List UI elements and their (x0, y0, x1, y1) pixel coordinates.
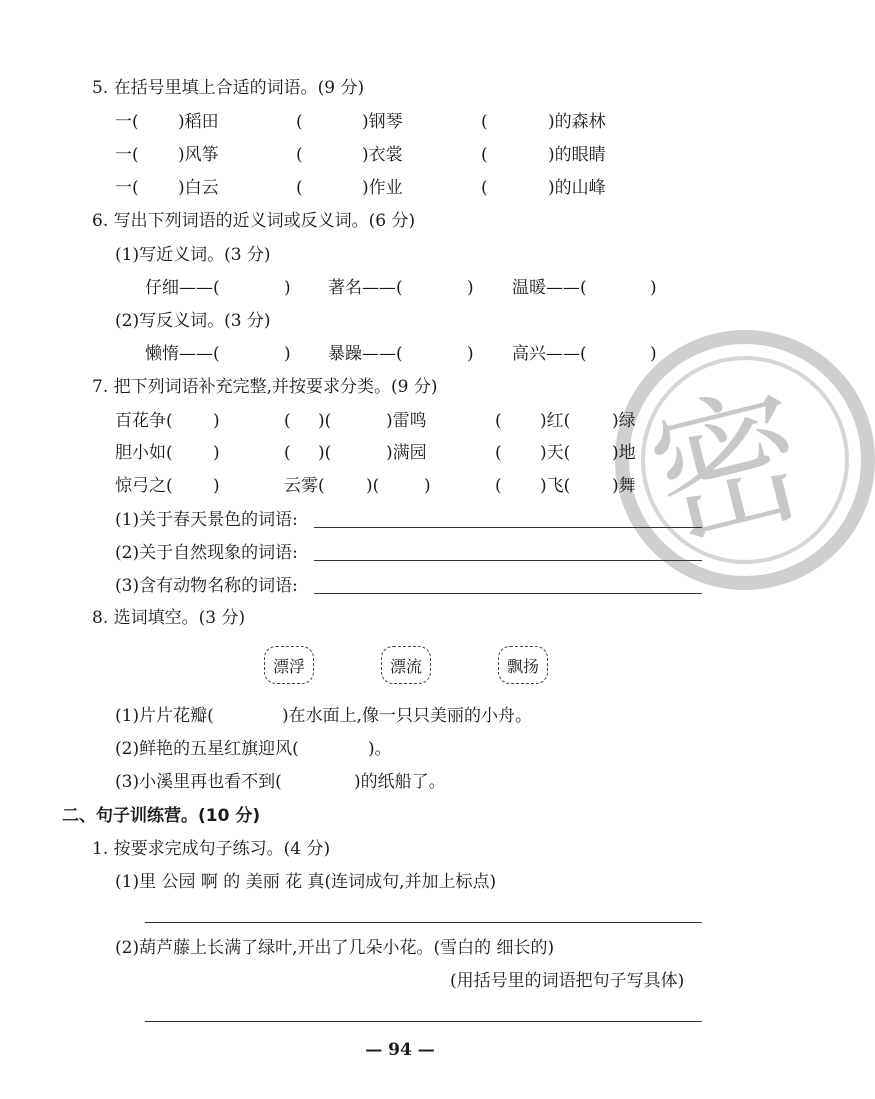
q5-r1-c6: )的森林 (548, 112, 606, 132)
q7-r1-c5: )雷鸣 (386, 411, 427, 431)
s2-q1-title: 1. 按要求完成句子练习。(4 分) (92, 839, 331, 859)
q8-title: 8. 选词填空。(3 分) (92, 608, 246, 628)
q7-r2-c2: ) (213, 443, 220, 463)
q7-category-1-label: (1)关于春天景色的词语: (115, 510, 298, 530)
q7-r3-c8: )舞 (612, 476, 636, 496)
q8-s3-end: )的纸船了。 (354, 772, 446, 792)
q6-ant-2-close: ) (467, 344, 474, 364)
q8-s1-end: )在水面上,像一只只美丽的小舟。 (282, 706, 533, 726)
q6-ant-1: 懒惰——( (145, 344, 220, 364)
q7-r2-c6: ( (495, 443, 502, 463)
q8-word-box-1: 漂浮 (264, 646, 314, 684)
q6-syn-3-close: ) (650, 278, 657, 298)
q5-r3-c5: ( (481, 178, 488, 198)
q7-r1-c6: ( (495, 411, 502, 431)
q7-r2-c3: ( (284, 443, 291, 463)
q5-r1-c5: ( (481, 112, 488, 132)
section-2-heading: 二、句子训练营。(10 分) (62, 806, 261, 826)
q7-r3-c6: ( (495, 476, 502, 496)
q5-r3-c1: 一( (115, 178, 139, 198)
q7-category-2-answer-line[interactable] (314, 560, 702, 561)
q7-r1-c2: ) (213, 411, 220, 431)
s2-q1-answer-line-1[interactable] (145, 922, 702, 923)
q7-r3-c5: ) (424, 476, 431, 496)
s2-q1-sentence-2: (2)葫芦藤上长满了绿叶,开出了几朵小花。(雪白的 细长的) (115, 938, 555, 958)
page-number: — 94 — (365, 1040, 435, 1060)
q7-r3-c2: ) (213, 476, 220, 496)
q7-r2-c1: 胆小如( (115, 443, 173, 463)
q7-r1-c1: 百花争( (115, 411, 173, 431)
q8-word-box-2: 漂流 (381, 646, 431, 684)
q6-ant-3-close: ) (650, 344, 657, 364)
q8-s2-start: (2)鲜艳的五星红旗迎风( (115, 739, 299, 759)
q5-title: 5. 在括号里填上合适的词语。(9 分) (92, 78, 365, 98)
q7-r1-c4: )( (318, 411, 332, 431)
q7-r3-c3: 云雾( (284, 476, 325, 496)
q7-r1-c8: )绿 (612, 411, 636, 431)
q5-r3-c4: )作业 (362, 178, 403, 198)
s2-q1-sentence-1: (1)里 公园 啊 的 美丽 花 真(连词成句,并加上标点) (115, 872, 497, 892)
q5-r2-c3: ( (296, 145, 303, 165)
q5-r2-c6: )的眼睛 (548, 145, 606, 165)
q8-s3-start: (3)小溪里再也看不到( (115, 772, 282, 792)
q6-ant-2: 暴躁——( (328, 344, 403, 364)
q5-r1-c2: )稻田 (178, 112, 219, 132)
q6-syn-3: 温暖——( (512, 278, 587, 298)
q6-sub1: (1)写近义词。(3 分) (115, 245, 271, 265)
q6-syn-1-close: ) (284, 278, 291, 298)
q7-r3-c4: )( (366, 476, 380, 496)
seal-character: 密 (634, 366, 823, 572)
q5-r1-c4: )钢琴 (362, 112, 403, 132)
q7-title: 7. 把下列词语补充完整,并按要求分类。(9 分) (92, 377, 438, 397)
q7-category-2-label: (2)关于自然现象的词语: (115, 543, 298, 563)
q7-r2-c4: )( (318, 443, 332, 463)
q5-r1-c1: 一( (115, 112, 139, 132)
q7-category-3-label: (3)含有动物名称的词语: (115, 576, 298, 596)
q7-r3-c1: 惊弓之( (115, 476, 173, 496)
q8-s1-start: (1)片片花瓣( (115, 706, 214, 726)
q8-s2-end: )。 (368, 739, 392, 759)
q6-ant-3: 高兴——( (512, 344, 587, 364)
q5-r3-c6: )的山峰 (548, 178, 606, 198)
q8-word-box-3: 飘扬 (498, 646, 548, 684)
q5-r2-c4: )衣裳 (362, 145, 403, 165)
q5-r3-c2: )白云 (178, 178, 219, 198)
q7-r1-c3: ( (284, 411, 291, 431)
q6-ant-1-close: ) (284, 344, 291, 364)
q7-r3-c7: )飞( (540, 476, 571, 496)
q7-r2-c8: )地 (612, 443, 636, 463)
q6-syn-2: 著名——( (328, 278, 403, 298)
q5-r1-c3: ( (296, 112, 303, 132)
q5-r2-c2: )风筝 (178, 145, 219, 165)
q6-title: 6. 写出下列词语的近义词或反义词。(6 分) (92, 211, 416, 231)
q5-r2-c5: ( (481, 145, 488, 165)
q5-r3-c3: ( (296, 178, 303, 198)
q7-r1-c7: )红( (540, 411, 571, 431)
q7-r2-c5: )满园 (386, 443, 427, 463)
q7-category-1-answer-line[interactable] (314, 527, 702, 528)
confidential-seal (615, 330, 875, 590)
s2-q1-answer-line-2[interactable] (145, 1021, 702, 1022)
q7-r2-c7: )天( (540, 443, 571, 463)
q6-syn-2-close: ) (467, 278, 474, 298)
s2-q1-sentence-2-note: (用括号里的词语把句子写具体) (450, 971, 685, 991)
q6-syn-1: 仔细——( (145, 278, 220, 298)
q5-r2-c1: 一( (115, 145, 139, 165)
q7-category-3-answer-line[interactable] (314, 593, 702, 594)
q6-sub2: (2)写反义词。(3 分) (115, 311, 271, 331)
